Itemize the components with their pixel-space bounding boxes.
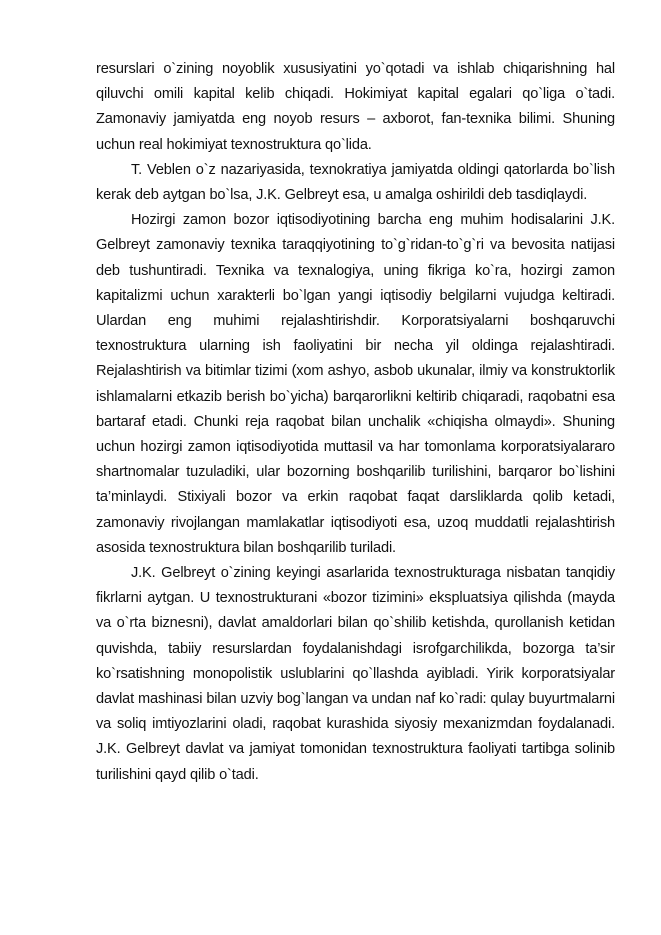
document-body [96,57,615,788]
paragraph-4: J.K. Gelbreyt o`zining keyingi asarlarida texnostrukturaga nisbatan tanqidiy fikrlarni aytgan. U texnostrukturani «bozor tizimini» ekspluatsiya qilishda (mayda va o`rta biznesni), davlat amaldorlari bilan qo`shilib ketishda, qurollanish ketidan quvishda, tabiiy resurslardan foydalanishdagi isrofgarchilikda, bozorga ta’sir ko`rsatishning monopolistik uslublarini qo`llashda ayibladi. Yirik korporatsiyalar davlat mashinasi bilan uzviy bog`langan va undan naf ko`radi: qulay buyurtmalarni va soliq imtiyozlarini oladi, raqobat kurashida siyosiy mexanizmdan foydalanadi. J.K. Gelbreyt davlat va jamiyat tomonidan texnostruktura faoliyati tartibga solinib turilishini qayd qilib o`tadi. [96,565,615,783]
paragraph-2: T. Veblen o`z nazariyasida, texnokratiya jamiyatda oldingi qatorlarda bo`lish kerak deb aytgan bo`lsa, J.K. Gelbreyt esa, u amalga oshirildi deb tasdiqlaydi. [96,161,615,204]
paragraph-1: resurslari o`zining noyoblik xususiyatini yo`qotadi va ishlab chiqarishning hal qiluvchi omili kapital kelib chiqadi. Hokimiyat kapital egalari qo`liga o`tadi. Zamonaviy jamiyatda eng noyob resurs – axborot, fan-texnika bilimi. Shuning uchun real hokimiyat texnostruktura qo`lida. [96,61,615,153]
paragraph-3: Hozirgi zamon bozor iqtisodiyotining barcha eng muhim hodisalarini J.K. Gelbreyt zamonaviy texnika taraqqiyotining to`g`ridan-to`g`ri va bevosita natijasi deb tushuntiradi. Texnika va texnalogiya, uning fikriga ko`ra, hozirgi zamon kapitalizmi uchun xarakterli bo`lgan yangi iqtisodiy belgilarni vujudga keltiradi. Ulardan eng muhimi rejalashtirishdir. Korporatsiyalarni boshqaruvchi texnostruktura ularning ish faoliyatini bir necha yil oldinga rejalashtiradi. Rejalashtirish va bitimlar tizimi (xom ashyo, asbob ukunalar, ilmiy va konstruktorlik ishlamalarni etkazib berish bo`yicha) barqarorlikni keltirib chiqaradi, raqobatni esa bartaraf etadi. Chunki reja raqobat bilan unchalik «chiqisha olmaydi». Shuning uchun hozirgi zamon iqtisodiyotida muttasil va har tomonlama korporatsiyalararo shartnomalar tuzuladiki, ular bozorning boshqarilib turilishini, barqaror bo`lishini ta’minlaydi. Stixiyali bozor va erkin raqobat faqat darsliklarda qolib ketadi, zamonaviy rivojlangan mamlakatlar iqtisodiyoti esa, uzoq muddatli rejalashtirish asosida texnostruktura bilan boshqarilib turiladi. [96,212,615,556]
